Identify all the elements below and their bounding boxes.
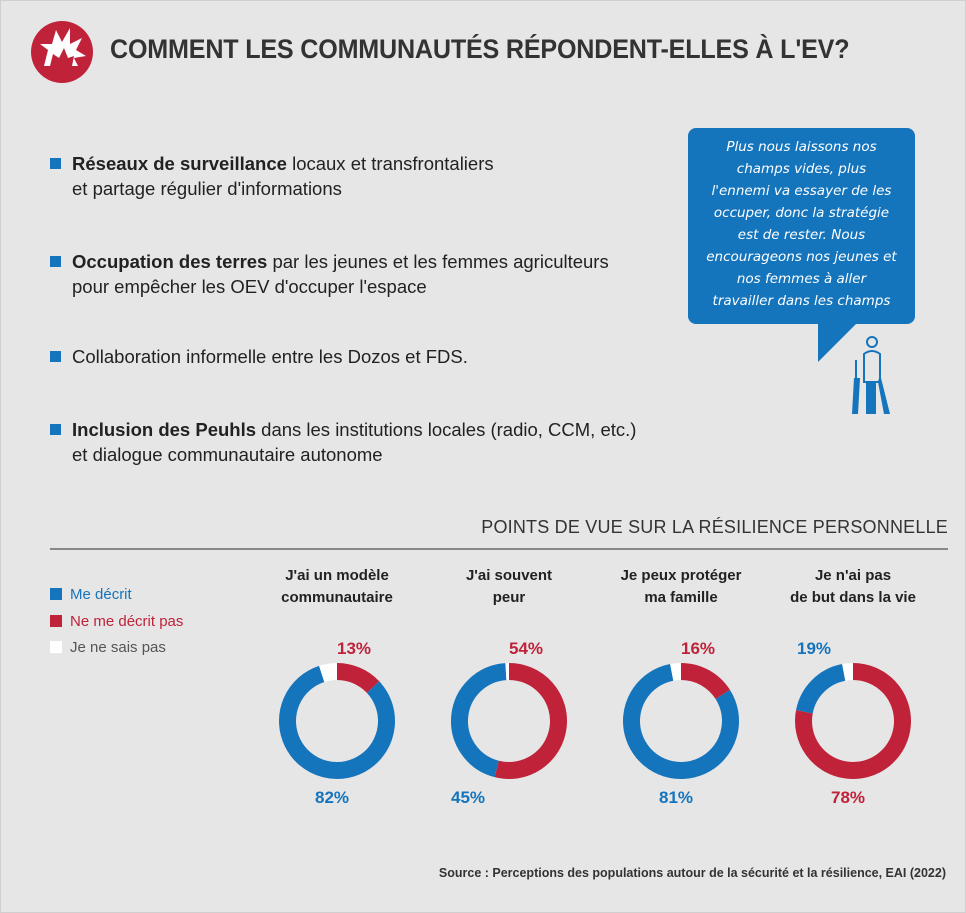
donut-label-bottom: 82% — [315, 788, 350, 807]
legend-item-me-decrit — [50, 586, 132, 603]
bullet-bold: Inclusion des Peuhls — [72, 419, 257, 440]
legend-label: Je ne sais pas — [70, 639, 166, 656]
bullet-text: locaux et transfrontaliers — [286, 153, 494, 174]
donut-chart — [782, 650, 924, 792]
bullet-item — [50, 417, 636, 467]
question-label — [429, 565, 589, 609]
quote-line: est de rester. Nous — [737, 227, 866, 243]
bullet-text-line2: pour empêcher les OEV d'occuper l'espace — [72, 276, 427, 297]
donut-chart — [438, 650, 580, 792]
chart-title: POINTS DE VUE SUR LA RÉSILIENCE PERSONNELLE — [481, 517, 948, 537]
question-label — [601, 565, 761, 609]
donut-label-bottom: 78% — [831, 788, 866, 807]
legend-item-ne-me-decrit-pas — [50, 613, 183, 630]
divider — [50, 548, 948, 550]
donut-chart — [266, 650, 408, 792]
page-title: COMMENT LES COMMUNAUTÉS RÉPONDENT-ELLES À L'EV? — [110, 34, 850, 64]
legend-swatch — [50, 588, 62, 600]
bullet-item — [50, 151, 494, 201]
donut-chart — [610, 650, 752, 792]
quote-line: travailler dans les champs — [712, 293, 891, 309]
question-label — [773, 565, 933, 609]
donut-slice-me-decrit — [460, 672, 506, 769]
bullet-item — [50, 344, 468, 369]
bullet-text: par les jeunes et les femmes agriculteurs — [267, 251, 609, 272]
question-line: J'ai un modèle — [285, 567, 389, 584]
question-line: ma famille — [644, 589, 718, 606]
donut-label-top: 54% — [509, 639, 544, 658]
legend-swatch — [50, 641, 62, 653]
donut-slice-me-decrit — [804, 672, 843, 711]
quote-line: encourageons nos jeunes et — [706, 249, 897, 265]
quote-line: l'ennemi va essayer de les — [711, 183, 892, 199]
donut-slice-je-ne-sais-pas — [844, 672, 853, 673]
bullet-square — [50, 158, 61, 169]
question-line: de but dans la vie — [790, 589, 916, 606]
donut-slice-je-ne-sais-pas — [672, 672, 681, 673]
donut-slice-ne-me-decrit-pas — [337, 672, 373, 688]
bullet-square — [50, 351, 61, 362]
donut-label-top: 16% — [681, 639, 716, 658]
bullet-item — [50, 249, 609, 299]
donut-label-top: 19% — [797, 639, 832, 658]
bullet-bold: Réseaux de surveillance — [72, 153, 287, 174]
donut-label-top: 13% — [337, 639, 372, 658]
bullet-bold: Occupation des terres — [72, 251, 268, 272]
question-label — [257, 565, 417, 609]
legend-swatch — [50, 615, 62, 627]
donut-slice-ne-me-decrit-pas — [681, 672, 723, 695]
bullet-text: Collaboration informelle entre les Dozos et FDS. — [72, 346, 468, 367]
bullet-text-line2: et partage régulier d'informations — [72, 178, 342, 199]
source-note: Source : Perceptions des populations autour de la sécurité et la résilience, EAI (2022) — [438, 866, 946, 880]
person-icon — [850, 334, 898, 416]
quote-line: champs vides, plus — [736, 161, 867, 177]
bullet-square — [50, 424, 61, 435]
quote-bubble — [688, 128, 915, 324]
donut-label-bottom: 81% — [659, 788, 694, 807]
donut-label-bottom: 45% — [451, 788, 486, 807]
bullet-text-line2: et dialogue communautaire autonome — [72, 444, 383, 465]
question-line: communautaire — [281, 589, 393, 606]
legend-item-je-ne-sais-pas — [50, 639, 166, 656]
question-line: Je n'ai pas — [814, 567, 892, 584]
question-line: J'ai souvent — [465, 567, 553, 584]
donut-slice-je-ne-sais-pas — [322, 672, 337, 674]
quote-line: occuper, donc la stratégie — [713, 205, 890, 221]
explosion-icon — [26, 20, 98, 84]
legend-label: Me décrit — [70, 586, 132, 603]
question-line: Je peux protéger — [620, 567, 742, 584]
donut-slice-ne-me-decrit-pas — [497, 672, 559, 771]
question-line: peur — [492, 589, 526, 606]
legend-label: Ne me décrit pas — [70, 613, 184, 630]
bullet-text: dans les institutions locales (radio, CCM, etc.) — [256, 419, 637, 440]
bullet-square — [50, 256, 61, 267]
quote-line: Plus nous laissons nos — [726, 139, 877, 155]
quote-line: nos femmes à aller — [736, 271, 867, 287]
